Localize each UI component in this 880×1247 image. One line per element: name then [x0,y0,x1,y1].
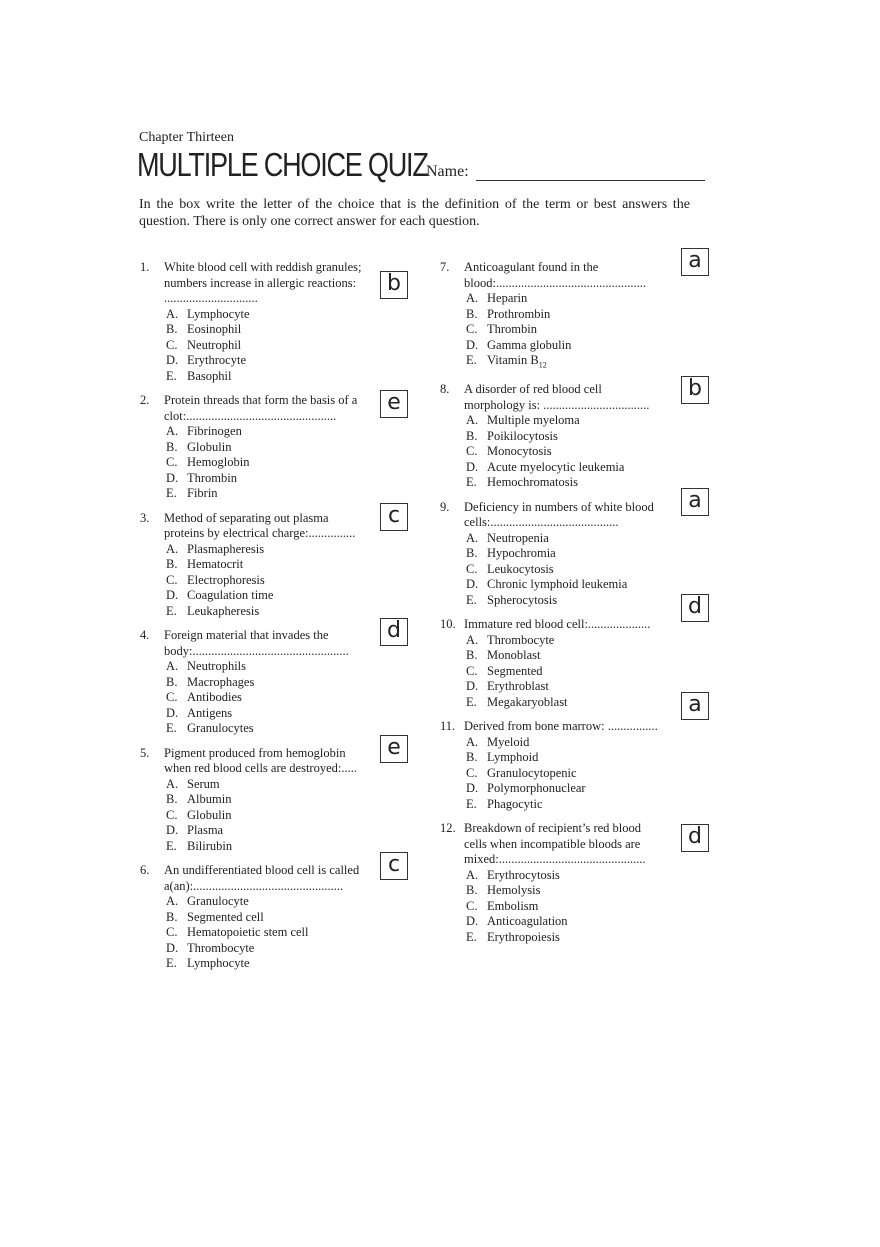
answer-option [140,486,440,502]
option-text: Multiple myeloma [487,413,580,427]
option-text: Prothrombin [487,306,551,321]
answer-option [140,604,440,620]
option-letter: E. [466,929,477,944]
option-letter: A. [466,867,479,882]
answer-option [440,797,740,813]
question-9 [440,487,740,609]
question-number: 6. [140,863,150,877]
answer-option [440,648,740,664]
answer-option [440,766,740,782]
option-letter: A. [466,632,479,647]
option-letter: B. [166,557,178,571]
question-number: 5. [140,745,150,760]
option-text: Neutrophil [187,337,242,352]
option-letter: E. [166,838,177,853]
option-letter: D. [166,940,179,955]
option-text: Neutrophils [187,659,247,673]
question-text: Protein threads that form the basis of a clot:................................................ [164,393,358,423]
answer-option [440,460,740,476]
question-text: Foreign material that invades the body:.................................................. [164,628,349,658]
option-text: Polymorphonuclear [487,781,586,795]
option-letter: D. [166,353,179,367]
option-letter: D. [466,679,479,693]
answer-option [140,573,440,589]
option-letter: D. [466,337,479,352]
answer-option [140,690,440,706]
answer-option [140,440,440,456]
option-text: Acute myelocytic leukemia [487,459,625,474]
option-letter: E. [166,956,177,970]
question-1 [140,260,440,384]
answer-box[interactable]: d [681,594,709,622]
option-letter: D. [466,914,479,928]
answer-option [140,706,440,722]
answer-option [440,291,740,307]
option-text: Granulocytopenic [487,765,577,780]
answer-option [140,808,440,824]
question-stem [440,719,740,735]
question-text: Breakdown of recipient’s red blood cells when incompatible bloods are mixed:............................................... [464,821,646,866]
option-letter: B. [166,322,178,336]
answer-option [140,675,440,691]
option-text: Erythroblast [487,679,549,693]
answer-option [440,735,740,751]
question-6 [140,852,440,972]
answer-option [140,925,440,941]
option-letter: D. [166,470,179,485]
option-letter: D. [166,588,179,602]
option-text: Fibrinogen [187,424,242,438]
option-letter: E. [166,721,177,735]
answer-box[interactable]: c [380,503,408,531]
option-letter: D. [466,781,479,795]
option-text: Thrombin [187,470,237,485]
question-number: 1. [140,260,150,274]
option-subscript: 12 [538,360,547,370]
question-number: 7. [440,260,450,274]
option-text: Embolism [487,898,539,913]
question-text: Method of separating out plasma proteins by electrical charge:............... [164,510,356,540]
question-8 [440,376,740,491]
answer-option [140,823,440,839]
answer-option [440,930,740,946]
option-text: Leukapheresis [187,603,260,618]
answer-option [440,531,740,547]
option-letter: B. [166,674,178,689]
option-text: Segmented [487,663,543,678]
option-text: Fibrin [187,486,218,500]
answer-option [440,546,740,562]
option-text: Coagulation time [187,588,274,602]
answer-option [140,322,440,338]
option-letter: C. [466,561,478,576]
option-text: Hemolysis [487,883,541,897]
answer-option [140,777,440,793]
answer-option [140,424,440,440]
question-number: 9. [440,499,450,514]
question-7 [440,248,740,373]
instructions: In the box write the letter of the choice that is the definition of the term or best answers the question. There is only one correct answer for each question. [139,197,690,229]
option-text: Monoblast [487,648,541,662]
option-text: Hematopoietic stem cell [187,925,309,939]
option-letter: B. [466,883,478,897]
answer-option [140,338,440,354]
option-text: Hematocrit [187,557,244,571]
answer-option [440,322,740,338]
option-text: Electrophoresis [187,572,265,587]
option-letter: E. [466,592,477,607]
option-letter: E. [166,486,177,500]
option-text: Spherocytosis [487,592,558,607]
option-letter: E. [166,603,177,618]
option-letter: A. [166,894,179,908]
option-letter: B. [466,546,478,560]
option-letter: A. [166,659,179,673]
option-letter: D. [166,823,179,837]
answer-option [140,471,440,487]
option-text: Granulocyte [187,894,249,908]
answer-option [440,577,740,593]
answer-option [440,883,740,899]
question-number: 2. [140,393,150,407]
option-letter: E. [466,475,477,489]
question-text: White blood cell with reddish granules; numbers increase in allergic reactions: .............................. [164,260,362,305]
answer-box[interactable]: b [380,271,408,299]
option-letter: C. [466,444,478,458]
option-text: Hemoglobin [187,455,250,469]
answer-box[interactable]: d [380,618,408,646]
option-text: Leukocytosis [487,561,554,576]
option-text: Vitamin B [487,353,539,367]
option-letter: D. [166,705,179,720]
option-letter: B. [466,750,478,764]
answer-box[interactable]: a [681,488,709,516]
option-letter: D. [466,459,479,474]
option-text: Serum [187,776,220,791]
answer-option [140,910,440,926]
option-text: Plasmapheresis [187,541,265,556]
option-text: Chronic lymphoid leukemia [487,577,628,591]
question-text: A disorder of red blood cell morphology is: .................................. [464,382,650,412]
option-text: Antigens [187,705,233,720]
option-letter: E. [466,796,477,811]
option-letter: B. [466,306,478,321]
answer-option [440,914,740,930]
answer-option [140,307,440,323]
answer-option [140,941,440,957]
answer-option [440,750,740,766]
answer-option [140,792,440,808]
option-letter: A. [166,776,179,791]
answer-option [440,664,740,680]
question-number: 4. [140,628,150,642]
option-text: Eosinophil [187,322,242,336]
option-letter: A. [466,413,479,427]
answer-option [440,899,740,915]
option-text: Erythrocytosis [487,867,560,882]
answer-option [440,633,740,649]
answer-option [140,557,440,573]
option-letter: E. [466,353,477,367]
option-letter: A. [166,541,179,556]
answer-option [140,369,440,385]
option-text: Segmented cell [187,909,264,924]
answer-box[interactable]: e [380,390,408,418]
answer-option [140,542,440,558]
option-letter: C. [166,337,178,352]
answer-option [440,562,740,578]
answer-box[interactable]: e [380,735,408,763]
option-letter: C. [166,572,178,587]
option-text: Phagocytic [487,796,543,811]
option-text: Heparin [487,291,528,305]
answer-box[interactable]: d [681,824,709,852]
option-text: Thrombin [487,322,537,336]
option-letter: C. [166,455,178,469]
name-field[interactable] [476,180,705,181]
answer-box[interactable]: a [681,692,709,720]
option-text: Plasma [187,823,224,837]
option-letter: C. [466,898,478,913]
question-text: Deficiency in numbers of white blood cells:......................................... [464,499,654,529]
answer-option [140,659,440,675]
option-text: Erythropoiesis [487,929,560,944]
answer-option [140,353,440,369]
option-letter: E. [166,368,177,383]
option-letter: B. [466,648,478,662]
question-number: 11. [440,719,456,733]
answer-option [440,868,740,884]
option-letter: A. [466,530,479,545]
option-letter: C. [466,765,478,780]
question-text: Anticoagulant found in the blood:................................................ [464,260,646,290]
question-text: An undifferentiated blood cell is called a(an):................................................ [164,863,360,893]
quiz-title: MULTIPLE CHOICE QUIZ [137,146,428,183]
question-number: 3. [140,510,150,525]
option-text: Lymphocyte [187,956,250,970]
option-text: Neutropenia [487,530,549,545]
answer-option [140,956,440,972]
option-letter: B. [166,792,178,806]
question-3 [140,502,440,620]
chapter-label: Chapter Thirteen [139,130,234,145]
option-letter: B. [466,428,478,443]
option-text: Granulocytes [187,721,254,735]
option-text: Megakaryoblast [487,694,568,709]
option-letter: E. [466,694,477,709]
questions-right-column [440,248,740,954]
answer-option [140,588,440,604]
option-text: Bilirubin [187,838,233,853]
option-letter: D. [466,577,479,591]
option-text: Monocytosis [487,444,552,458]
option-text: Myeloid [487,734,530,749]
question-text: Derived from bone marrow: ................ [464,719,658,733]
question-number: 8. [440,382,450,396]
option-letter: A. [166,306,179,321]
option-text: Globulin [187,807,232,822]
question-text: Immature red blood cell:.................... [464,617,651,631]
option-text: Anticoagulation [487,914,568,928]
option-text: Hypochromia [487,546,556,560]
option-text: Gamma globulin [487,337,572,352]
question-2 [140,390,440,502]
answer-box[interactable]: c [380,852,408,880]
answer-option [440,353,740,373]
answer-option [440,781,740,797]
option-letter: C. [166,925,178,939]
name-label: Name: [426,163,469,180]
answer-option [440,429,740,445]
answer-option [440,338,740,354]
question-4 [140,618,440,737]
option-text: Albumin [187,792,232,806]
option-text: Hemochromatosis [487,475,578,489]
option-letter: A. [466,291,479,305]
option-text: Thrombocyte [487,632,555,647]
option-text: Thrombocyte [187,940,255,955]
option-text: Erythrocyte [187,353,247,367]
questions-left-column [140,260,440,981]
option-letter: C. [166,690,178,704]
answer-box[interactable]: b [681,376,709,404]
question-5 [140,734,440,855]
question-number: 10. [440,617,456,631]
question-12 [440,821,740,945]
option-letter: C. [166,807,178,822]
answer-option [140,894,440,910]
answer-option [440,413,740,429]
answer-option [140,455,440,471]
option-text: Antibodies [187,690,242,704]
answer-option [440,444,740,460]
option-letter: A. [166,424,179,438]
option-text: Basophil [187,368,232,383]
option-letter: B. [166,439,178,454]
option-letter: C. [466,322,478,336]
option-letter: C. [466,663,478,678]
option-text: Globulin [187,439,232,454]
question-text: Pigment produced from hemoglobin when red blood cells are destroyed:..... [164,745,357,775]
question-number: 12. [440,821,456,835]
option-text: Poikilocytosis [487,428,558,443]
option-letter: B. [166,909,178,924]
answer-box[interactable]: a [681,248,709,276]
option-text: Lymphoid [487,750,539,764]
option-text: Lymphocyte [187,306,250,321]
option-letter: A. [466,734,479,749]
answer-option [440,307,740,323]
option-text: Macrophages [187,674,255,689]
